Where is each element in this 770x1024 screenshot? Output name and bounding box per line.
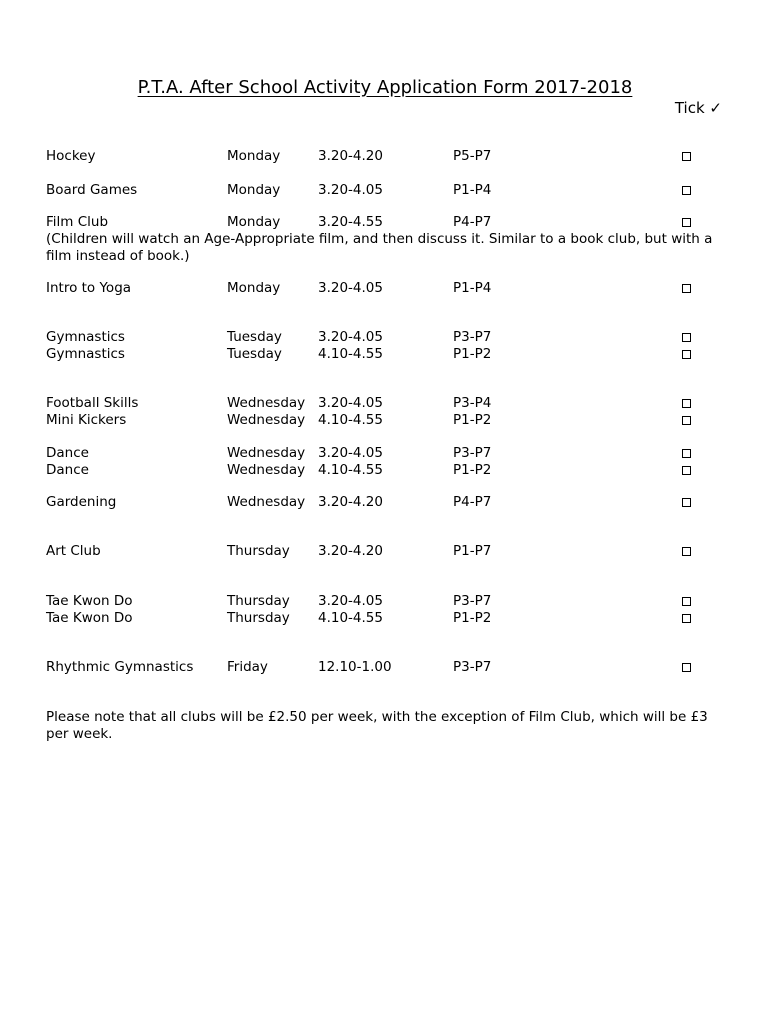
activity-time: 4.10-4.55: [318, 346, 383, 362]
activity-day: Monday: [227, 280, 281, 296]
activity-row: [0, 395, 770, 412]
activity-day: Tuesday: [227, 346, 282, 362]
pricing-note: Please note that all clubs will be £2.50 per week, with the exception of Film Club, which will be £3 per week.: [46, 709, 708, 742]
activity-name: Mini Kickers: [46, 412, 127, 428]
activity-name: Film Club: [46, 214, 109, 230]
activity-name: Dance: [46, 445, 89, 461]
activity-years: P1-P2: [453, 610, 492, 626]
activity-name: Gardening: [46, 494, 117, 510]
activity-years: P3-P7: [453, 445, 492, 461]
activity-name: Board Games: [46, 182, 138, 198]
activity-time: 4.10-4.55: [318, 462, 383, 478]
activity-time: 12.10-1.00: [318, 659, 392, 675]
tick-checkbox[interactable]: [682, 449, 691, 458]
activity-day: Thursday: [227, 610, 290, 626]
tick-checkbox[interactable]: [682, 663, 691, 672]
activity-years: P1-P2: [453, 412, 492, 428]
activity-day: Tuesday: [227, 329, 282, 345]
activity-time: 4.10-4.55: [318, 610, 383, 626]
activity-day: Thursday: [227, 593, 290, 609]
tick-checkbox[interactable]: [682, 466, 691, 475]
activity-time: 3.20-4.20: [318, 494, 383, 510]
activity-day: Wednesday: [227, 494, 306, 510]
tick-checkbox[interactable]: [682, 399, 691, 408]
activity-day: Friday: [227, 659, 268, 675]
activity-time: 3.20-4.20: [318, 148, 383, 164]
activity-years: P3-P7: [453, 593, 492, 609]
activity-time: 3.20-4.05: [318, 593, 383, 609]
tick-checkbox[interactable]: [682, 614, 691, 623]
activity-time: 3.20-4.05: [318, 445, 383, 461]
activity-years: P1-P7: [453, 543, 492, 559]
activity-name: Gymnastics: [46, 329, 125, 345]
activity-years: P4-P7: [453, 494, 492, 510]
tick-checkbox[interactable]: [682, 416, 691, 425]
activity-day: Monday: [227, 148, 281, 164]
activity-name: Gymnastics: [46, 346, 125, 362]
activity-name: Tae Kwon Do: [46, 610, 133, 626]
activity-time: 3.20-4.05: [318, 329, 383, 345]
activity-time: 4.10-4.55: [318, 412, 383, 428]
tick-checkbox[interactable]: [682, 284, 691, 293]
tick-checkbox[interactable]: [682, 350, 691, 359]
form-title: P.T.A. After School Activity Application Form 2017-2018: [137, 77, 633, 98]
activity-day: Monday: [227, 182, 281, 198]
activity-row: [0, 412, 770, 429]
activity-years: P3-P7: [453, 659, 492, 675]
activity-years: P3-P7: [453, 329, 492, 345]
activity-years: P1-P4: [453, 280, 492, 296]
activity-row: [0, 494, 770, 511]
tick-checkbox[interactable]: [682, 333, 691, 342]
tick-column-header: Tick ✓: [674, 99, 722, 117]
tick-checkbox[interactable]: [682, 547, 691, 556]
activity-name: Intro to Yoga: [46, 280, 132, 296]
activity-row: [0, 346, 770, 363]
activity-row: [0, 593, 770, 610]
activity-time: 3.20-4.05: [318, 395, 383, 411]
activity-years: P3-P4: [453, 395, 492, 411]
activity-row: [0, 280, 770, 297]
activity-day: Monday: [227, 214, 281, 230]
activity-row: [0, 610, 770, 627]
activity-name: Tae Kwon Do: [46, 593, 133, 609]
activity-name: Rhythmic Gymnastics: [46, 659, 194, 675]
activity-time: 3.20-4.05: [318, 280, 383, 296]
activity-day: Wednesday: [227, 395, 306, 411]
activity-row: [0, 182, 770, 199]
tick-checkbox[interactable]: [682, 152, 691, 161]
activity-day: Wednesday: [227, 445, 306, 461]
activity-time: 3.20-4.20: [318, 543, 383, 559]
tick-checkbox[interactable]: [682, 498, 691, 507]
activity-years: P5-P7: [453, 148, 492, 164]
activity-day: Wednesday: [227, 412, 306, 428]
activity-row: [0, 148, 770, 165]
activity-row: [0, 214, 770, 231]
activity-name: Hockey: [46, 148, 96, 164]
activity-years: P1-P4: [453, 182, 492, 198]
activity-row: [0, 462, 770, 479]
activity-day: Thursday: [227, 543, 290, 559]
activity-time: 3.20-4.05: [318, 182, 383, 198]
tick-checkbox[interactable]: [682, 186, 691, 195]
activity-years: P1-P2: [453, 346, 492, 362]
film-club-note: (Children will watch an Age-Appropriate film, and then discuss it. Similar to a book club, but with a film instead of book.): [46, 231, 713, 264]
activity-row: [0, 445, 770, 462]
activity-day: Wednesday: [227, 462, 306, 478]
activity-name: Football Skills: [46, 395, 139, 411]
activity-name: Dance: [46, 462, 89, 478]
tick-checkbox[interactable]: [682, 597, 691, 606]
activity-row: [0, 329, 770, 346]
activity-name: Art Club: [46, 543, 101, 559]
activity-years: P1-P2: [453, 462, 492, 478]
tick-checkbox[interactable]: [682, 218, 691, 227]
activity-row: [0, 659, 770, 676]
activity-row: [0, 543, 770, 560]
activity-years: P4-P7: [453, 214, 492, 230]
activity-time: 3.20-4.55: [318, 214, 383, 230]
